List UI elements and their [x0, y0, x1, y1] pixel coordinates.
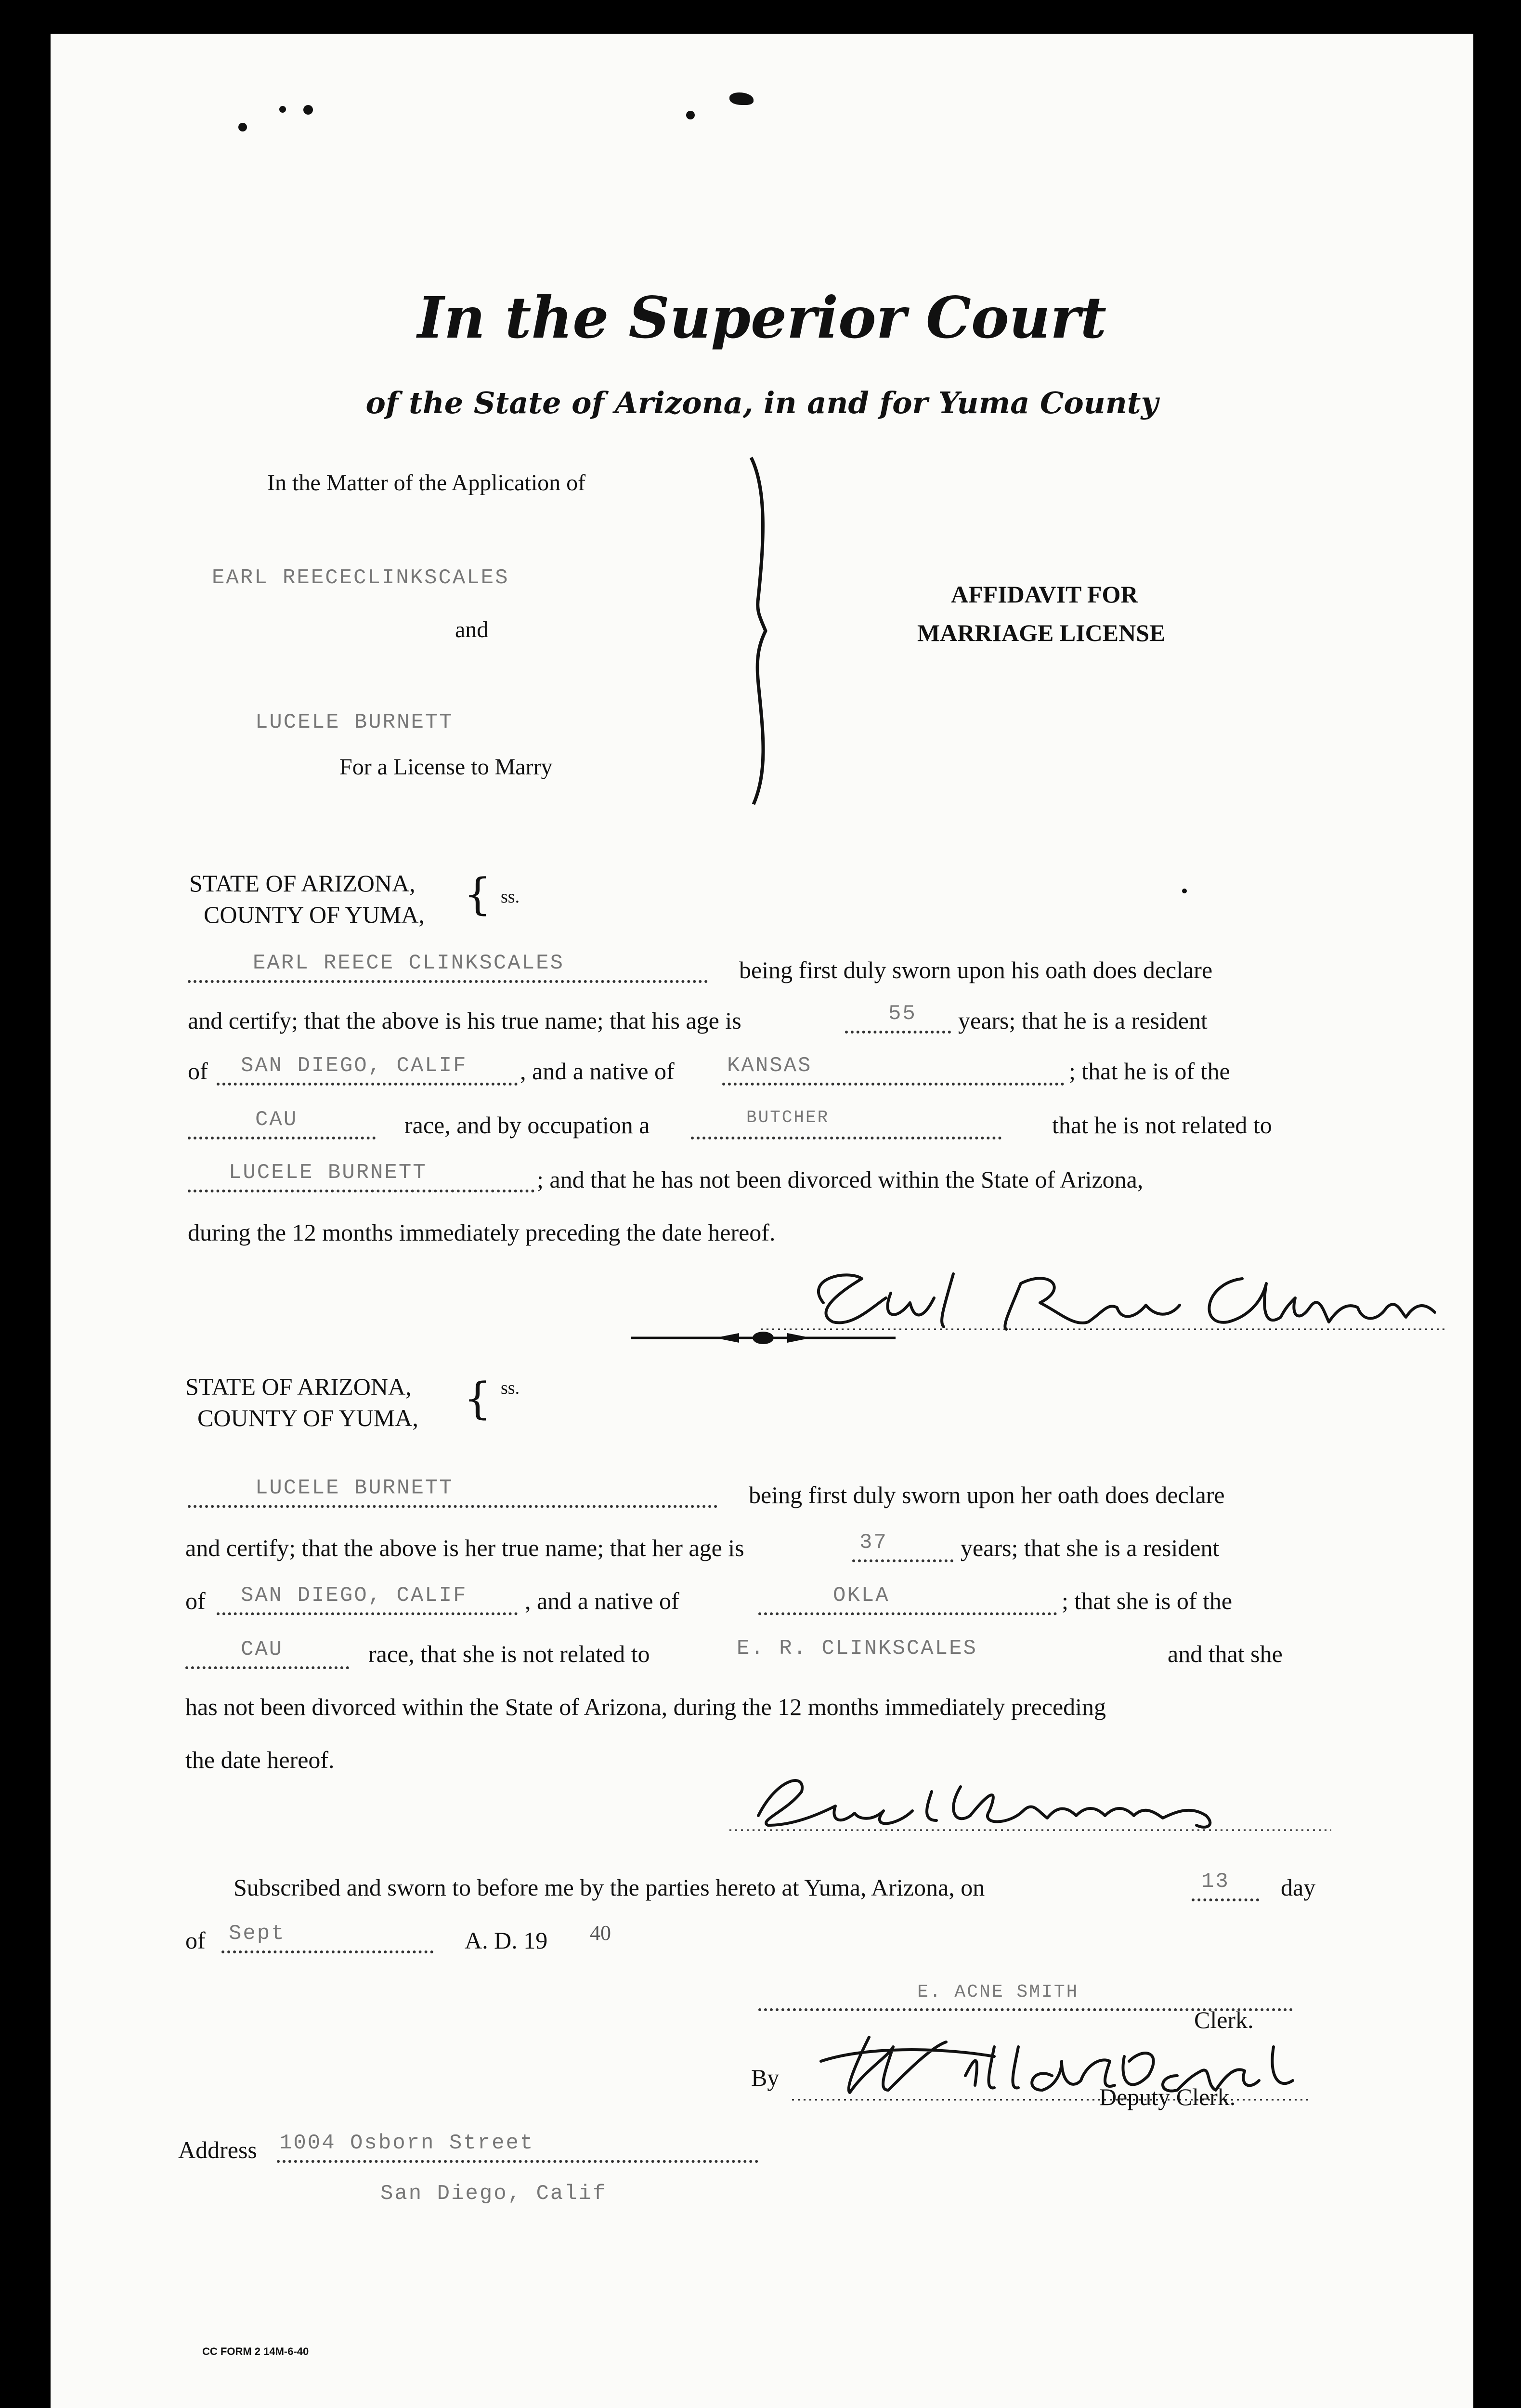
s1-age: 55 — [888, 1002, 917, 1026]
address-line-1: 1004 Osborn Street — [279, 2131, 534, 2155]
jurat-day-line — [1192, 1898, 1259, 1901]
s2-residence-line — [217, 1612, 518, 1615]
s1-brace: { — [464, 869, 492, 920]
s1-native: KANSAS — [727, 1054, 812, 1078]
matter-label: In the Matter of the Application of — [267, 470, 586, 496]
s2-text-3c: ; that she is of the — [1062, 1587, 1233, 1614]
s2-name-line — [188, 1505, 717, 1508]
s1-occupation-line — [691, 1137, 1001, 1139]
s1-native-line — [722, 1083, 1064, 1086]
s2-residence: SAN DIEGO, CALIF — [241, 1584, 468, 1608]
jurat-of: of — [185, 1927, 206, 1954]
ink-speck — [238, 123, 247, 131]
s2-age: 37 — [859, 1531, 888, 1555]
clerk-label: Clerk. — [1194, 2006, 1254, 2033]
s1-state: STATE OF ARIZONA, — [189, 870, 416, 897]
applicant2-signature — [729, 1758, 1331, 1840]
jurat-text: Subscribed and sworn to before me by the parties hereto at Yuma, Arizona, on — [234, 1874, 985, 1901]
s2-ss: ss. — [501, 1378, 520, 1398]
s2-native: OKLA — [833, 1584, 890, 1608]
ink-speck — [729, 92, 754, 105]
s1-name: EARL REECE CLINKSCALES — [253, 951, 564, 975]
s2-native-line — [758, 1612, 1057, 1615]
ink-speck — [686, 111, 695, 119]
s1-occupation: BUTCHER — [746, 1108, 830, 1127]
s1-residence: SAN DIEGO, CALIF — [241, 1054, 468, 1078]
address-line-2: San Diego, Calif — [380, 2182, 607, 2206]
ink-speck — [303, 105, 313, 115]
clerk-name: E. ACNE SMITH — [917, 1982, 1079, 2002]
and-label: and — [455, 617, 489, 642]
s2-county: COUNTY OF YUMA, — [197, 1404, 418, 1431]
ink-speck — [279, 106, 286, 113]
s2-text-5: has not been divorced within the State of Arizona, during the 12 months immediately preceding — [185, 1693, 1106, 1720]
s1-race: CAU — [255, 1108, 298, 1132]
s1-text-3a: of — [188, 1058, 208, 1085]
s1-age-line — [845, 1031, 951, 1034]
s1-text-3b: , and a native of — [520, 1058, 675, 1085]
license-label: For a License to Marry — [339, 754, 553, 780]
s1-text-1: being first duly sworn upon his oath does declare — [739, 956, 1213, 983]
s1-related-line — [188, 1190, 534, 1192]
ink-speck — [1182, 889, 1187, 893]
s2-brace: { — [464, 1374, 492, 1424]
s2-state: STATE OF ARIZONA, — [185, 1373, 412, 1400]
s2-age-line — [852, 1559, 953, 1562]
s1-text-4a: race, and by occupation a — [404, 1112, 650, 1139]
court-title: In the Superior Court — [417, 284, 1107, 351]
jurat-month-line — [221, 1950, 433, 1953]
form-number: CC FORM 2 14M-6-40 — [202, 2345, 309, 2357]
s1-text-4b: that he is not related to — [1052, 1112, 1272, 1139]
s2-race: CAU — [241, 1637, 284, 1662]
jurat-ad: A. D. 19 — [465, 1927, 548, 1954]
s1-text-2b: years; that he is a resident — [958, 1007, 1208, 1034]
jurat-day: 13 — [1201, 1870, 1230, 1894]
jurat-month: Sept — [229, 1922, 286, 1946]
s2-text-3b: , and a native of — [525, 1587, 679, 1614]
s2-text-2a: and certify; that the above is her true name; that her age is — [185, 1534, 744, 1561]
s2-text-4b: and that she — [1168, 1640, 1283, 1667]
s1-text-3c: ; that he is of the — [1069, 1058, 1230, 1085]
s2-text-3a: of — [185, 1587, 206, 1614]
s1-text-6: during the 12 months immediately preceding the date hereof. — [188, 1219, 776, 1246]
s1-ss: ss. — [501, 887, 520, 907]
s1-related: LUCELE BURNETT — [229, 1161, 427, 1185]
affidavit-document — [51, 34, 1473, 2408]
s1-county: COUNTY OF YUMA, — [204, 901, 425, 928]
caption-brace — [746, 453, 780, 809]
applicant2-name: LUCELE BURNETT — [255, 710, 454, 734]
s1-text-5: ; and that he has not been divorced within the State of Arizona, — [537, 1166, 1144, 1193]
by-label: By — [751, 2064, 780, 2091]
address-label: Address — [178, 2136, 257, 2163]
s2-name: LUCELE BURNETT — [255, 1476, 454, 1500]
jurat-day-label: day — [1281, 1874, 1316, 1901]
s1-text-2a: and certify; that the above is his true name; that his age is — [188, 1007, 741, 1034]
jurat-year: 40 — [590, 1921, 611, 1945]
s1-residence-line — [217, 1083, 518, 1086]
s1-name-line — [188, 980, 708, 983]
s2-related: E. R. CLINKSCALES — [737, 1636, 977, 1661]
s2-text-1: being first duly sworn upon her oath does declare — [749, 1481, 1225, 1508]
s1-race-line — [188, 1137, 376, 1139]
affidavit-title-2: MARRIAGE LICENSE — [917, 619, 1166, 646]
address-line — [277, 2160, 758, 2163]
divider-ornament — [631, 1329, 896, 1347]
s2-text-4a: race, that she is not related to — [368, 1640, 650, 1667]
deputy-clerk-label: Deputy Clerk. — [1099, 2083, 1236, 2110]
s2-text-6: the date hereof. — [185, 1746, 335, 1773]
s2-race-line — [185, 1666, 349, 1669]
s2-text-2b: years; that she is a resident — [961, 1534, 1220, 1561]
applicant1-name: EARL REECECLINKSCALES — [212, 566, 509, 590]
court-subtitle: of the State of Arizona, in and for Yuma County — [365, 385, 1158, 420]
affidavit-title-1: AFFIDAVIT FOR — [951, 581, 1138, 608]
